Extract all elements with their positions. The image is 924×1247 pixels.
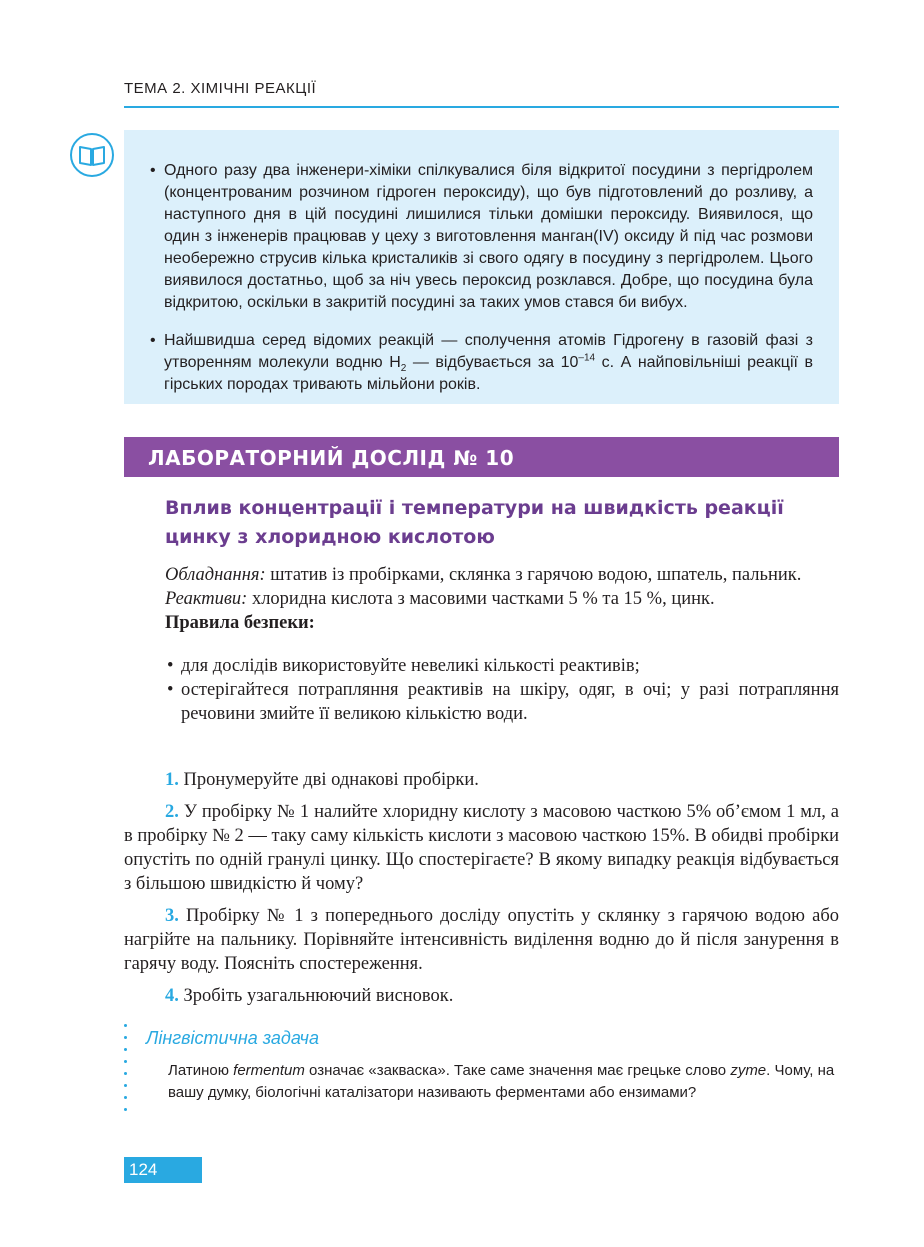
lab-heading: Вплив концентрації і температури на швидкість реакції цинку з хлоридною кислотою (165, 497, 784, 548)
safety-rule-1: • для дослідів використовуйте невеликі кількості реактивів; (167, 655, 640, 676)
book-icon (69, 132, 115, 178)
fact-paragraph-1: • Одного разу два інженери-хіміки спілкувалися біля відкритої посудини з пергідролем (концентрованим розчином гідроген пероксиду), що був підготовлений до розливу, а наступного дня в цій посудині лишилися тільки домішки пероксиду. Виявилося, що один з інженерів працював у цеху з виготовлення манган(IV) оксиду й під час розмови необережно струсив кілька кристаликів зі свого одягу в посудину з пергідролем. Цього виявилося достатньо, щоб за ніч увесь пероксид розклався. Добре, що посудина була відкритою, оскільки в закритій посудині за таких умов стався би вибух. (150, 162, 813, 311)
page-header (124, 80, 839, 97)
safety-title: Правила безпеки: (165, 613, 315, 633)
procedure-steps (124, 768, 839, 1016)
header-divider (124, 106, 839, 108)
page-number: 124 (124, 1157, 202, 1183)
lab-experiment-banner (124, 437, 839, 477)
linguistic-task-text: Латиною fermentum означає «закваска». Таке саме значення має грецьке слово zyme. Чому, на вашу думку, біологічні каталізатори називають ферментами або ензимами? (168, 1062, 835, 1101)
bullet-icon: • (150, 162, 156, 179)
dotted-marker-icon (124, 1024, 128, 1120)
interesting-facts-box (124, 130, 839, 404)
equipment-line: Обладнання: штатив із пробірками, склянка з гарячою водою, шпатель, пальник. (165, 565, 802, 585)
bullet-icon: • (150, 332, 156, 349)
step-3: 3. Пробірку № 1 з попереднього досліду опустіть у склянку з гарячою водою або нагрійте на пальнику. Порівняйте інтенсивність виділення водню до й після занурення в гарячу воду. Поясніть спостереження. (124, 906, 840, 974)
header-title: ТЕМА 2. ХІМІЧНІ РЕАКЦІЇ (124, 80, 317, 97)
lab-body (165, 563, 839, 726)
bullet-icon: • (167, 655, 174, 676)
step-2: 2. У пробірку № 1 налийте хлоридну кислоту з масовою часткою 5% об’ємом 1 мл, а в пробірку № 2 — таку саму кількість кислоти з масовою часткою 15%. В обидві пробірки опустіть по одній гранулі цинку. Що спостерігаєте? В якому випадку реакція відбувається з більшою швидкістю й чому? (124, 802, 839, 894)
reagents-line: Реактиви: хлоридна кислота з масовими частками 5 % та 15 %, цинк. (165, 589, 715, 609)
bullet-icon: • (167, 679, 174, 700)
step-1: 1. Пронумеруйте дві однакові пробірки. (165, 770, 479, 790)
lab-banner-title: ЛАБОРАТОРНИЙ ДОСЛІД № 10 (148, 446, 515, 470)
linguistic-task-title: Лінгвістична задача (146, 1028, 320, 1048)
fact-paragraph-2: • Найшвидша серед відомих реакцій — сполучення атомів Гідрогену в газовій фазі з утворенням молекули водню $H_2$ — відбувається за $10^{-14}$ с. А найповільніші реакції в гірських породах тривають мільйони років. (150, 332, 813, 393)
step-4: 4. Зробіть узагальнюючий висновок. (165, 986, 454, 1006)
safety-rule-2: • остерігайтеся потрапляння реактивів на шкіру, одяг, в очі; у разі потрапляння речовини змийте її великою кількістю води. (167, 679, 839, 724)
